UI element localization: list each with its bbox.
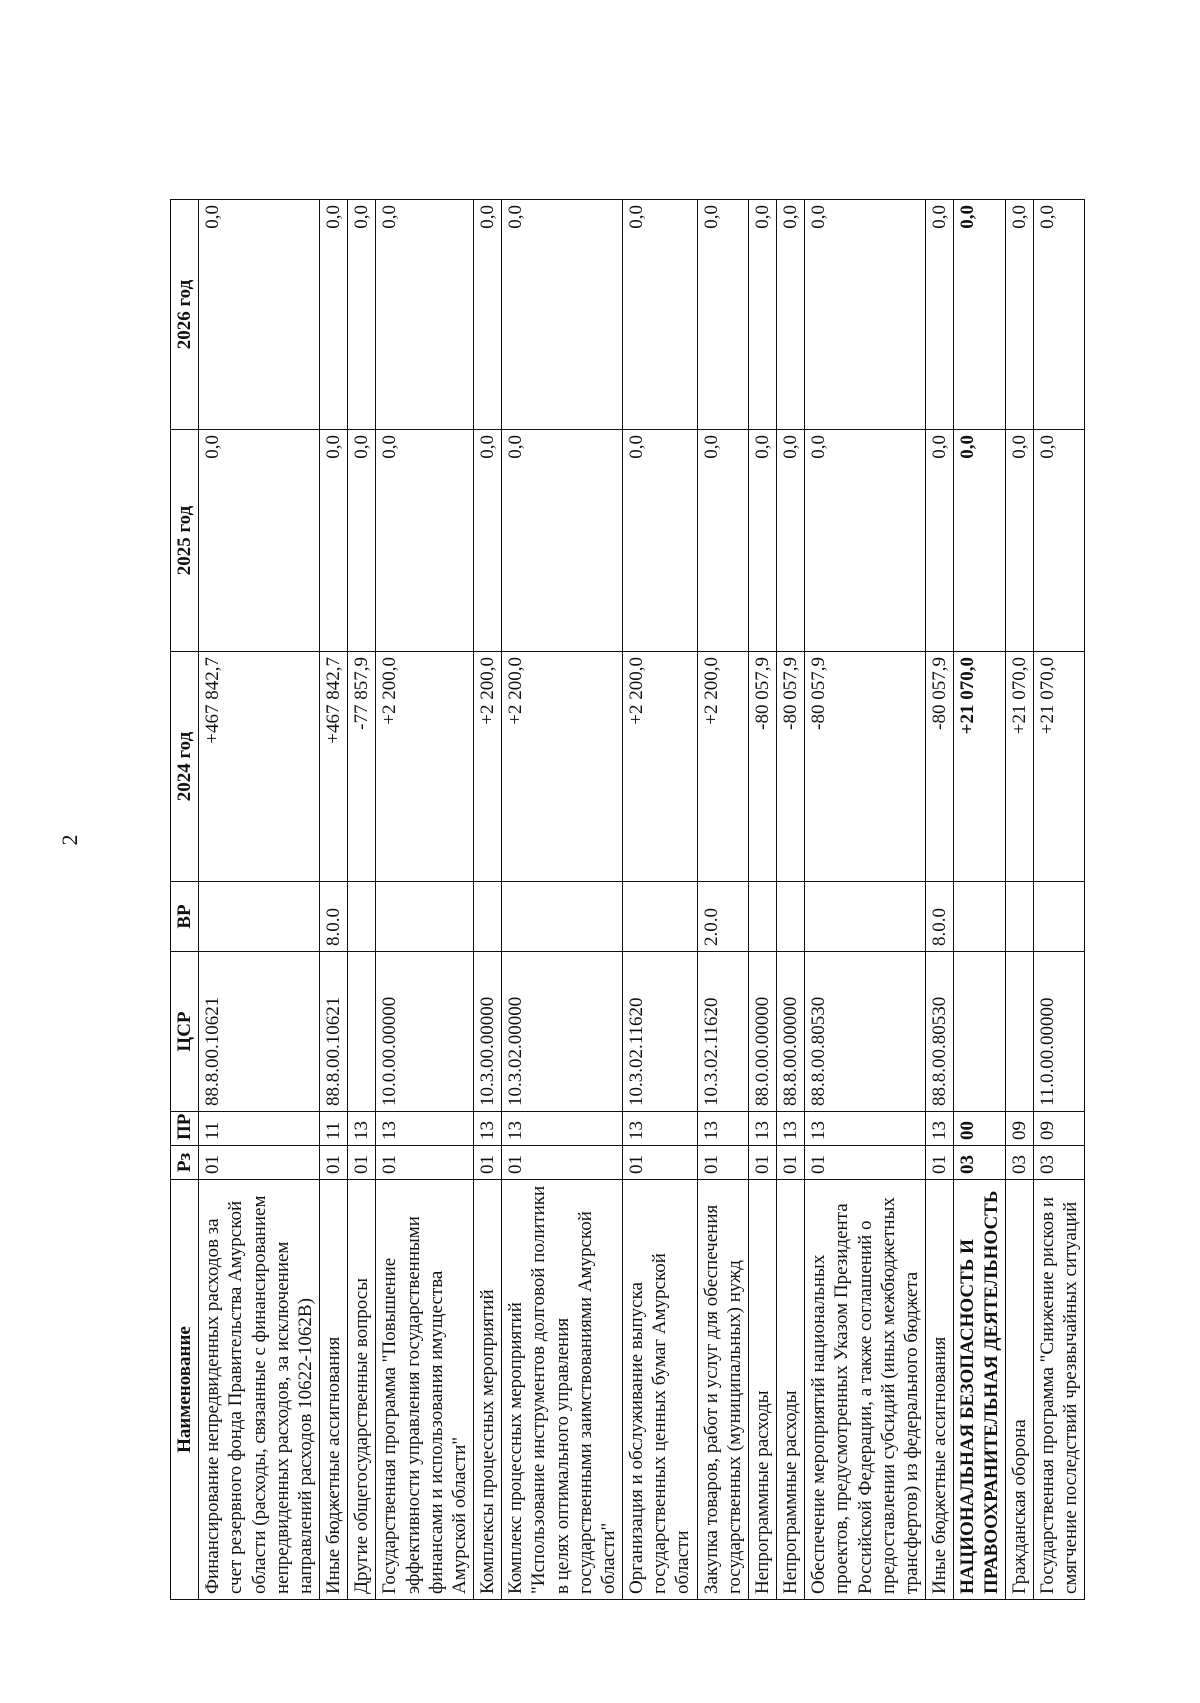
cell-name: Комплекс процессных мероприятий "Использование инструментов долговой политики в целях оптимального управления государственными заимствованиями Амурской области" — [502, 1180, 623, 1600]
cell-2024: -77 857,9 — [348, 652, 376, 882]
table-row — [926, 200, 954, 1600]
cell-pr: 00 — [954, 1112, 1005, 1146]
cell-name: Гражданская оборона — [1005, 1180, 1033, 1600]
table-row — [623, 200, 698, 1600]
cell-rz: 01 — [320, 1146, 348, 1180]
cell-rz: 01 — [777, 1146, 805, 1180]
cell-2025: 0,0 — [502, 430, 623, 652]
cell-name: Иные бюджетные ассигнования — [320, 1180, 348, 1600]
cell-2026: 0,0 — [348, 200, 376, 430]
cell-2025: 0,0 — [320, 430, 348, 652]
budget-table — [170, 199, 1085, 1600]
cell-2026: 0,0 — [474, 200, 502, 430]
header-pr: ПР — [171, 1112, 199, 1146]
header-vr: ВР — [171, 882, 199, 952]
cell-name: Обеспечение мероприятий национальных проектов, предусмотренных Указом Президента Российской Федерации, а также соглашений о предоставлении субсидий (иных межбюджетных трансфертов) из федерального бюджета — [805, 1180, 926, 1600]
cell-2024: +2 200,0 — [376, 652, 474, 882]
table-row — [376, 200, 474, 1600]
cell-name: Организация и обслуживание выпуска государственных ценных бумаг Амурской области — [623, 1180, 698, 1600]
cell-2024: +21 070,0 — [954, 652, 1005, 882]
cell-2024: +2 200,0 — [502, 652, 623, 882]
cell-2025: 0,0 — [1033, 430, 1084, 652]
table-row — [1033, 200, 1084, 1600]
cell-csr: 10.3.02.11620 — [697, 952, 748, 1112]
table-row — [1005, 200, 1033, 1600]
cell-2026: 0,0 — [748, 200, 776, 430]
cell-2024: +21 070,0 — [1005, 652, 1033, 882]
table-header-row — [171, 200, 199, 1600]
cell-rz: 01 — [474, 1146, 502, 1180]
cell-csr: 10.3.02.00000 — [502, 952, 623, 1112]
cell-2024: +21 070,0 — [1033, 652, 1084, 882]
cell-vr — [348, 882, 376, 952]
cell-csr: 10.0.00.00000 — [376, 952, 474, 1112]
table-row — [199, 200, 320, 1600]
cell-csr: 88.8.00.80530 — [926, 952, 954, 1112]
table-row — [474, 200, 502, 1600]
cell-name: Комплексы процессных мероприятий — [474, 1180, 502, 1600]
cell-2026: 0,0 — [320, 200, 348, 430]
cell-2025: 0,0 — [1005, 430, 1033, 652]
cell-2024: -80 057,9 — [926, 652, 954, 882]
cell-pr: 13 — [502, 1112, 623, 1146]
header-rz: Рз — [171, 1146, 199, 1180]
cell-vr — [474, 882, 502, 952]
cell-rz: 01 — [199, 1146, 320, 1180]
header-csr: ЦСР — [171, 952, 199, 1112]
cell-rz: 01 — [348, 1146, 376, 1180]
cell-name: Непрограммные расходы — [748, 1180, 776, 1600]
cell-2025: 0,0 — [348, 430, 376, 652]
cell-rz: 03 — [1005, 1146, 1033, 1180]
cell-2024: +2 200,0 — [474, 652, 502, 882]
cell-2026: 0,0 — [199, 200, 320, 430]
cell-rz: 01 — [805, 1146, 926, 1180]
cell-vr: 8.0.0 — [320, 882, 348, 952]
cell-pr: 13 — [697, 1112, 748, 1146]
cell-2025: 0,0 — [474, 430, 502, 652]
cell-2026: 0,0 — [376, 200, 474, 430]
table-row — [697, 200, 748, 1600]
cell-vr: 8.0.0 — [926, 882, 954, 952]
cell-rz: 03 — [954, 1146, 1005, 1180]
cell-vr — [376, 882, 474, 952]
cell-2025: 0,0 — [199, 430, 320, 652]
cell-vr — [199, 882, 320, 952]
table-row — [777, 200, 805, 1600]
table-row — [805, 200, 926, 1600]
cell-2025: 0,0 — [777, 430, 805, 652]
cell-csr — [1005, 952, 1033, 1112]
header-2026: 2026 год — [171, 200, 199, 430]
cell-2024: -80 057,9 — [777, 652, 805, 882]
cell-pr: 11 — [320, 1112, 348, 1146]
cell-name: НАЦИОНАЛЬНАЯ БЕЗОПАСНОСТЬ И ПРАВООХРАНИТЕЛЬНАЯ ДЕЯТЕЛЬНОСТЬ — [954, 1180, 1005, 1600]
cell-csr: 88.8.00.80530 — [805, 952, 926, 1112]
cell-2026: 0,0 — [623, 200, 698, 430]
cell-name: Закупка товаров, работ и услуг для обеспечения государственных (муниципальных) нужд — [697, 1180, 748, 1600]
cell-name: Другие общегосударственные вопросы — [348, 1180, 376, 1600]
cell-2025: 0,0 — [623, 430, 698, 652]
cell-2025: 0,0 — [376, 430, 474, 652]
cell-2026: 0,0 — [777, 200, 805, 430]
cell-2025: 0,0 — [748, 430, 776, 652]
cell-csr: 11.0.00.00000 — [1033, 952, 1084, 1112]
budget-sheet — [170, 200, 1130, 1600]
header-2024: 2024 год — [171, 652, 199, 882]
cell-vr — [1033, 882, 1084, 952]
cell-name: Иные бюджетные ассигнования — [926, 1180, 954, 1600]
table-row — [502, 200, 623, 1600]
header-name: Наименование — [171, 1180, 199, 1600]
cell-rz: 03 — [1033, 1146, 1084, 1180]
cell-name: Непрограммные расходы — [777, 1180, 805, 1600]
cell-2024: +467 842,7 — [199, 652, 320, 882]
cell-name: Государственная программа "Снижение рисков и смягчение последствий чрезвычайных ситуаций — [1033, 1180, 1084, 1600]
cell-csr: 88.8.00.10621 — [199, 952, 320, 1112]
cell-2025: 0,0 — [697, 430, 748, 652]
cell-2025: 0,0 — [926, 430, 954, 652]
cell-vr — [748, 882, 776, 952]
cell-csr: 10.3.00.00000 — [474, 952, 502, 1112]
cell-2025: 0,0 — [954, 430, 1005, 652]
cell-name: Государственная программа "Повышение эффективности управления государственными финансами и использования имущества Амурской области" — [376, 1180, 474, 1600]
cell-pr: 13 — [348, 1112, 376, 1146]
cell-pr: 13 — [376, 1112, 474, 1146]
header-2025: 2025 год — [171, 430, 199, 652]
cell-csr: 10.3.02.11620 — [623, 952, 698, 1112]
cell-pr: 13 — [623, 1112, 698, 1146]
cell-2026: 0,0 — [1005, 200, 1033, 430]
cell-rz: 01 — [926, 1146, 954, 1180]
cell-rz: 01 — [376, 1146, 474, 1180]
cell-rz: 01 — [502, 1146, 623, 1180]
cell-2026: 0,0 — [1033, 200, 1084, 430]
page-number: 2 — [57, 834, 82, 846]
cell-vr: 2.0.0 — [697, 882, 748, 952]
cell-vr — [623, 882, 698, 952]
cell-2026: 0,0 — [954, 200, 1005, 430]
cell-pr: 11 — [199, 1112, 320, 1146]
cell-vr — [1005, 882, 1033, 952]
cell-2024: +467 842,7 — [320, 652, 348, 882]
cell-csr — [348, 952, 376, 1112]
cell-2024: -80 057,9 — [805, 652, 926, 882]
cell-pr: 09 — [1005, 1112, 1033, 1146]
cell-pr: 13 — [474, 1112, 502, 1146]
table-row — [320, 200, 348, 1600]
cell-pr: 13 — [777, 1112, 805, 1146]
cell-2025: 0,0 — [805, 430, 926, 652]
cell-2024: +2 200,0 — [623, 652, 698, 882]
cell-csr: 88.8.00.00000 — [777, 952, 805, 1112]
cell-csr: 88.0.00.00000 — [748, 952, 776, 1112]
cell-pr: 13 — [748, 1112, 776, 1146]
cell-vr — [777, 882, 805, 952]
cell-rz: 01 — [748, 1146, 776, 1180]
table-row — [748, 200, 776, 1600]
cell-csr: 88.8.00.10621 — [320, 952, 348, 1112]
cell-csr — [954, 952, 1005, 1112]
cell-2026: 0,0 — [805, 200, 926, 430]
table-row — [954, 200, 1005, 1600]
cell-vr — [502, 882, 623, 952]
cell-2024: -80 057,9 — [748, 652, 776, 882]
cell-rz: 01 — [697, 1146, 748, 1180]
cell-2024: +2 200,0 — [697, 652, 748, 882]
cell-vr — [954, 882, 1005, 952]
table-row — [348, 200, 376, 1600]
cell-pr: 13 — [926, 1112, 954, 1146]
cell-2026: 0,0 — [502, 200, 623, 430]
cell-pr: 13 — [805, 1112, 926, 1146]
cell-pr: 09 — [1033, 1112, 1084, 1146]
cell-vr — [805, 882, 926, 952]
cell-2026: 0,0 — [926, 200, 954, 430]
cell-rz: 01 — [623, 1146, 698, 1180]
cell-2026: 0,0 — [697, 200, 748, 430]
cell-name: Финансирование непредвиденных расходов за счет резервного фонда Правительства Амурской области (расходы, связанные с финансированием непредвиденных расходов, за исключением направлений расходов 10622-1062В) — [199, 1180, 320, 1600]
